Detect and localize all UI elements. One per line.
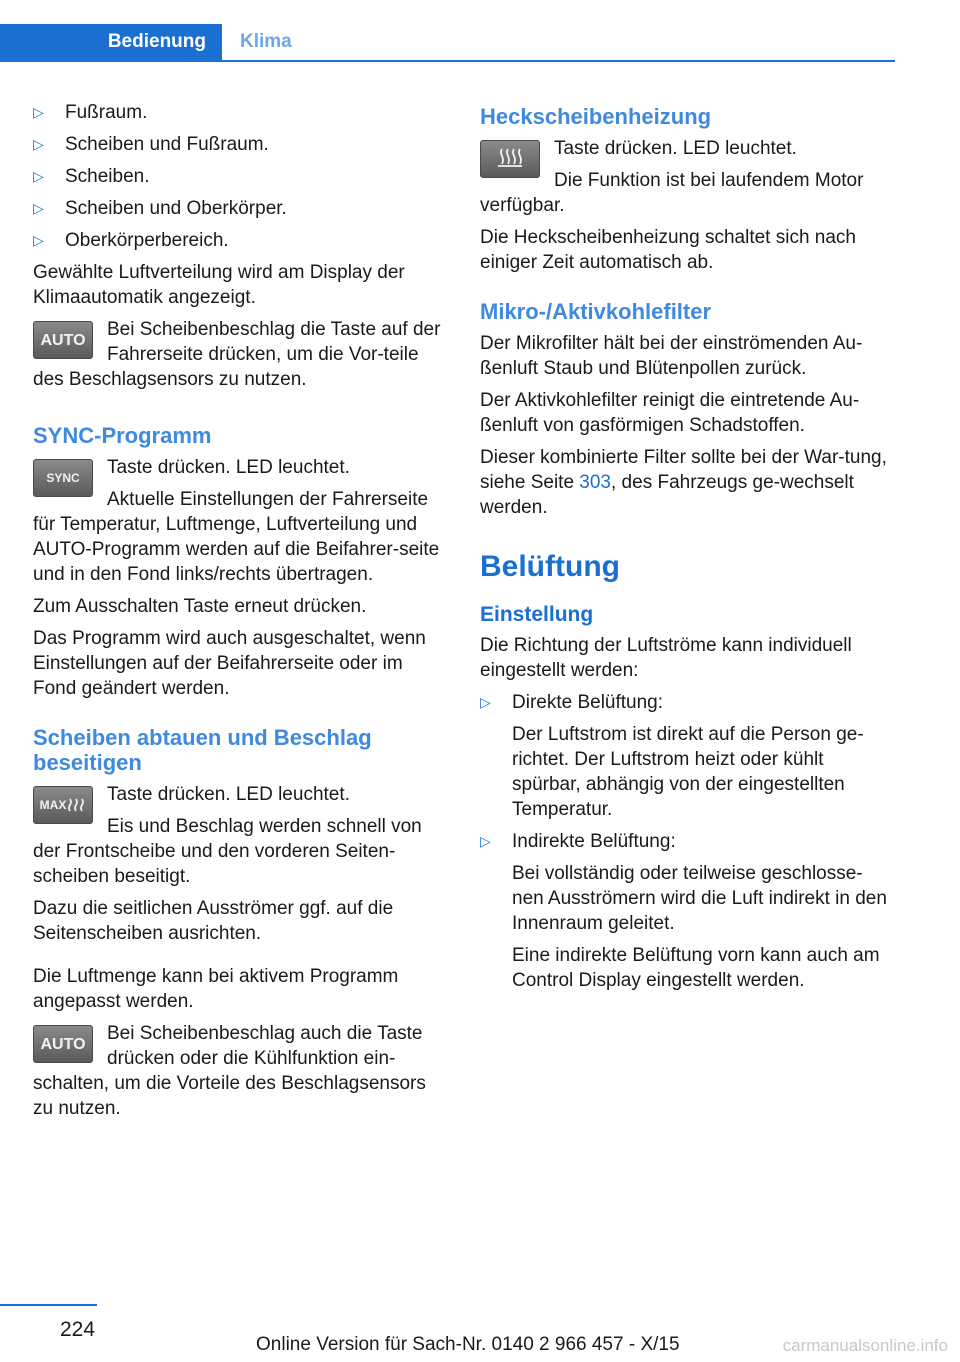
list-item: ▷ Scheiben und Oberkörper. bbox=[33, 198, 287, 219]
paragraph: Zum Ausschalten Taste erneut drücken. bbox=[33, 596, 367, 617]
section-heading-rear-heating: Heckscheibenheizung bbox=[480, 104, 712, 129]
paragraph: Gewählte Luftverteilung wird am Display der Klimaautomatik angezeigt. bbox=[33, 262, 405, 308]
subheading-setting: Einstellung bbox=[480, 603, 594, 626]
page-number: 224 bbox=[60, 1318, 96, 1341]
paragraph: Dazu die seitlichen Ausströmer ggf. auf die Seitenscheiben ausrichten. bbox=[33, 898, 394, 944]
auto-button-icon: AUTO bbox=[33, 321, 93, 359]
list-item: ▷ Scheiben und Fußraum. bbox=[33, 134, 269, 155]
triangle-bullet-icon: ▷ bbox=[33, 104, 44, 120]
auto-key-note-2 bbox=[33, 1021, 447, 1128]
page-link-303[interactable]: 303 bbox=[579, 472, 611, 493]
rear-window-heating-icon bbox=[480, 140, 540, 178]
tab-klima[interactable]: Klima bbox=[240, 31, 292, 52]
max-defrost-button-icon bbox=[33, 786, 93, 824]
paragraph: Der Aktivkohlefilter reinigt die eintretende Au-ßenluft von gasförmigen Schadstoffen. bbox=[480, 390, 860, 436]
paragraph: Dieser kombinierte Filter sollte bei der War-tung, siehe Seite 303, des Fahrzeugs ge-wechselt werden. bbox=[480, 447, 887, 518]
right-column bbox=[480, 100, 890, 1000]
paragraph: Taste drücken. LED leuchtet. bbox=[107, 457, 350, 478]
watermark: carmanualsonline.info bbox=[782, 1336, 948, 1355]
paragraph: Bei Scheibenbeschlag auch die Taste drücken oder die Kühlfunktion ein-schalten, um die Vorteile des Beschlagsensors zu nutzen. bbox=[33, 1023, 426, 1119]
left-column bbox=[33, 100, 447, 1128]
sync-button-icon: SYNC bbox=[33, 459, 93, 497]
paragraph: Bei vollständig oder teilweise geschlosse-nen Ausströmern wird die Luft indirekt in den Innenraum geleitet. bbox=[512, 863, 887, 934]
paragraph: Das Programm wird auch ausgeschaltet, wenn Einstellungen auf der Beifahrerseite oder im Fond geändert werden. bbox=[33, 628, 426, 699]
paragraph: Bei Scheibenbeschlag die Taste auf der Fahrerseite drücken, um die Vor-teile des Beschlagsensors zu nutzen. bbox=[33, 319, 441, 390]
paragraph: Die Funktion ist bei laufendem Motor verfügbar. bbox=[480, 170, 864, 216]
section-heading-filter: Mikro-/Aktivkohlefilter bbox=[480, 299, 712, 324]
paragraph: Taste drücken. LED leuchtet. bbox=[554, 138, 797, 159]
list-item: ▷ Oberkörperbereich. bbox=[33, 230, 229, 251]
paragraph: Die Richtung der Luftströme kann individuell eingestellt werden: bbox=[480, 635, 852, 681]
list-item: ▷ Scheiben. bbox=[33, 166, 150, 187]
triangle-bullet-icon: ▷ bbox=[480, 694, 491, 710]
max-key-note bbox=[33, 782, 447, 896]
triangle-bullet-icon: ▷ bbox=[33, 168, 44, 184]
paragraph: Taste drücken. LED leuchtet. bbox=[107, 784, 350, 805]
defrost-waves-icon bbox=[66, 797, 86, 813]
paragraph: Der Luftstrom ist direkt auf die Person ge-richtet. Der Luftstrom heizt oder kühlt spürbar, abhängig von der eingestellten Temperatur. bbox=[512, 724, 864, 820]
section-heading-sync: SYNC-Programm bbox=[33, 423, 212, 448]
triangle-bullet-icon: ▷ bbox=[33, 232, 44, 248]
tab-bedienung[interactable]: Bedienung bbox=[0, 24, 222, 60]
online-version-note: Online Version für Sach-Nr. 0140 2 966 457 - X/15 bbox=[256, 1334, 680, 1355]
chapter-heading-ventilation: Belüftung bbox=[480, 550, 620, 583]
rear-heating-key-note bbox=[480, 136, 890, 225]
paragraph: Eis und Beschlag werden schnell von der Frontscheibe und den vorderen Seiten-scheiben beseitigt. bbox=[33, 816, 422, 887]
sync-key-note bbox=[33, 455, 447, 594]
list-item: ▷ Indirekte Belüftung: bbox=[480, 831, 676, 852]
paragraph: Eine indirekte Belüftung vorn kann auch am Control Display eingestellt werden. bbox=[512, 945, 880, 991]
max-key-label: MAX bbox=[39, 797, 67, 812]
section-heading-defrost: Scheiben abtauen und Beschlag beseitigen bbox=[33, 725, 372, 775]
footer-rule bbox=[0, 1304, 97, 1306]
paragraph: Die Heckscheibenheizung schaltet sich nach einiger Zeit automatisch ab. bbox=[480, 227, 856, 273]
triangle-bullet-icon: ▷ bbox=[33, 200, 44, 216]
list-item: ▷ Fußraum. bbox=[33, 102, 148, 123]
chapter-header bbox=[0, 24, 895, 62]
paragraph: Aktuelle Einstellungen der Fahrerseite für Temperatur, Luftmenge, Luftverteilung und AUTO-Programm werden auf die Beifahrer-seite und in den Fond links/rechts übertragen. bbox=[33, 489, 440, 585]
triangle-bullet-icon: ▷ bbox=[33, 136, 44, 152]
list-item: ▷ Direkte Belüftung: bbox=[480, 692, 664, 713]
paragraph: Der Mikrofilter hält bei der einströmenden Au-ßenluft Staub und Blütenpollen zurück. bbox=[480, 333, 863, 379]
auto-button-icon: AUTO bbox=[33, 1025, 93, 1063]
triangle-bullet-icon: ▷ bbox=[480, 833, 491, 849]
paragraph: Die Luftmenge kann bei aktivem Programm angepasst werden. bbox=[33, 966, 399, 1012]
auto-key-note bbox=[33, 317, 447, 399]
